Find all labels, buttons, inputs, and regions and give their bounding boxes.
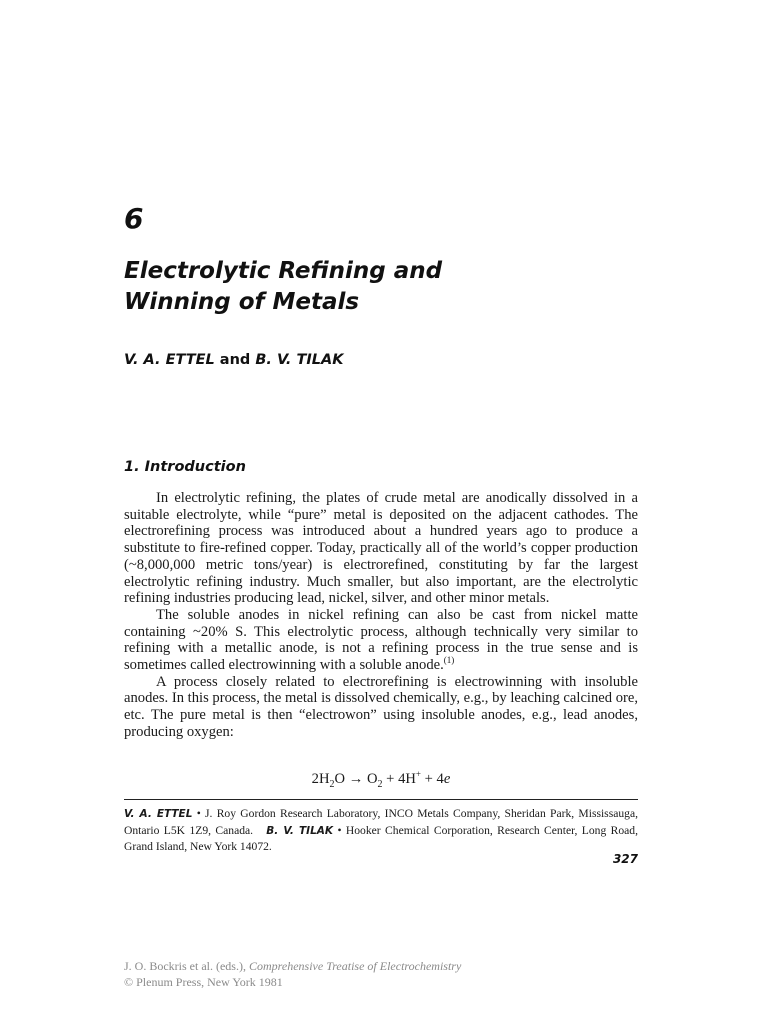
citation-publisher: © Plenum Press, New York 1981 xyxy=(124,975,283,989)
eq-electron-coef: 4 xyxy=(436,771,444,787)
author-affiliations-footnote xyxy=(124,806,638,855)
eq-proton-charge: + xyxy=(415,769,421,780)
footnote-affiliation-tilak: Hooker Chemical Corporation, Research Center, Long Road, Grand Island, New York 14072. xyxy=(124,823,639,853)
book-citation xyxy=(124,958,461,990)
citation-line-1 xyxy=(124,958,461,974)
chapter-title-line-1: Electrolytic Refining and xyxy=(124,258,443,284)
citation-editors: J. O. Bockris et al. (eds.), xyxy=(124,959,246,973)
reference-marker: (1) xyxy=(443,655,455,666)
eq-plus-2: + xyxy=(424,771,433,787)
eq-oxygen-sub: 2 xyxy=(377,778,383,790)
paragraph-3: A process closely related to electrorefining is electrowinning with insoluble anodes. In this process, the metal is dissolved chemically, e.g., by leaching calcined ore, etc. The pure metal is then “electrowon” using insoluble anodes, e.g., lead anodes, producing oxygen: xyxy=(124,673,638,740)
page-number: 327 xyxy=(612,852,638,866)
footnote-affiliation-ettel: J. Roy Gordon Research Laboratory, INCO Metals Company, Sheridan Park, Mississauga, Ontario L5K 1Z9, Canada. xyxy=(124,807,638,837)
footnote-author-tilak: B. V. TILAK xyxy=(266,824,334,837)
paragraph-2-text: The soluble anodes in nickel refining can also be cast from nickel matte containing ~20% S. This electrolytic process, although technically very similar to refining with a metallic anode, is not a refining process in the true sense and is sometimes called electrowinning with a soluble anode. xyxy=(124,606,638,674)
citation-book-title: Comprehensive Treatise of Electrochemistry xyxy=(248,959,462,973)
eq-electron: e xyxy=(443,771,451,787)
author-tilak: B. V. TILAK xyxy=(255,352,344,368)
eq-proton: 4H xyxy=(398,771,416,787)
eq-water-o: O xyxy=(334,771,346,787)
author-ettel: V. A. ETTEL xyxy=(124,352,215,368)
eq-water-h: 2H xyxy=(311,771,330,787)
introduction-body xyxy=(124,490,638,741)
oxygen-evolution-equation xyxy=(124,771,638,788)
paragraph-2 xyxy=(124,607,638,674)
chapter-authors xyxy=(124,352,343,369)
footnote-author-ettel: V. A. ETTEL xyxy=(124,808,193,820)
chapter-title xyxy=(124,256,684,318)
footnote-bullet-1: • xyxy=(196,807,201,820)
footnote-bullet-2: • xyxy=(337,823,342,837)
footnote-divider xyxy=(124,799,638,800)
author-connector: and xyxy=(219,352,251,368)
eq-oxygen: O xyxy=(366,771,378,787)
section-heading-introduction: 1. Introduction xyxy=(124,459,246,475)
eq-plus-1: + xyxy=(386,771,395,787)
chapter-number: 6 xyxy=(124,202,144,235)
eq-water-sub: 2 xyxy=(329,778,335,790)
chapter-title-line-2: Winning of Metals xyxy=(124,289,360,315)
paragraph-1: In electrolytic refining, the plates of crude metal are anodically dissolved in a suitable electrolyte, while “pure” metal is deposited on the adjacent cathodes. The electrorefining process was introduced about a hundred years ago to produce a substitute to fire-refined copper. Today, practically all of the world’s copper production (~8,000,000 metric tons/year) is electrorefined, constituting by far the largest electrolytic refining industry. Much smaller, but also important, are the electrolytic refining industries producing lead, nickel, silver, and other minor metals. xyxy=(124,490,638,607)
eq-arrow: → xyxy=(348,771,364,787)
